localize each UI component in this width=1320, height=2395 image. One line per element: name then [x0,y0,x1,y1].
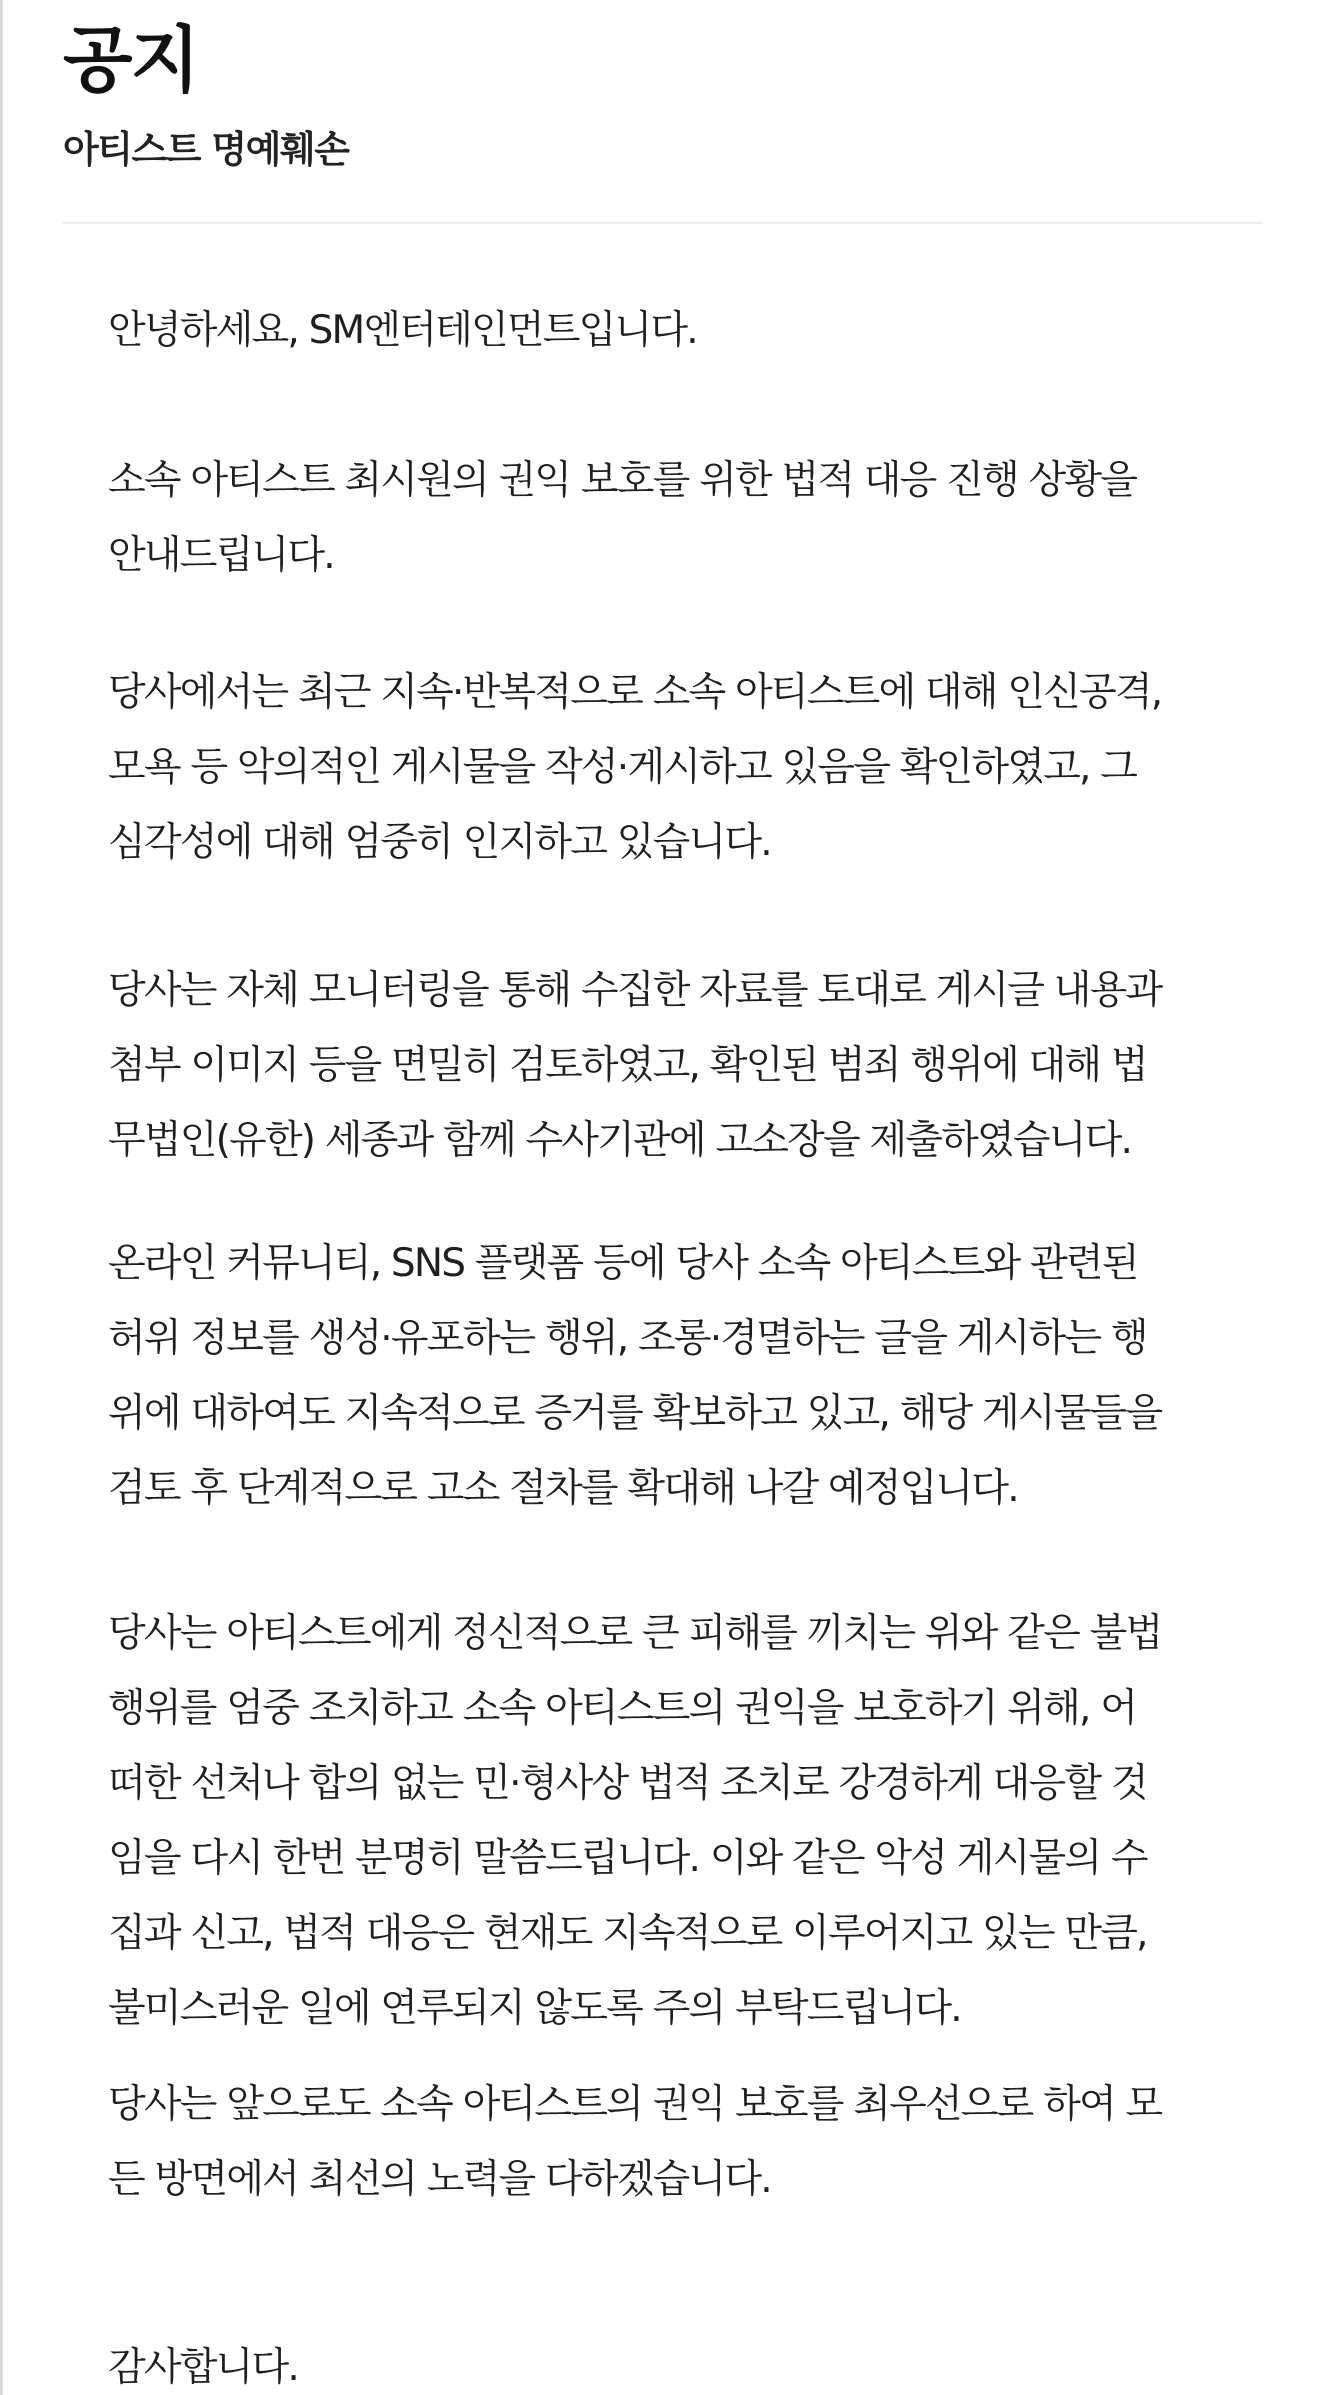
paragraph-commitment: 당사는 앞으로도 소속 아티스트의 권익 보호를 최우선으로 하여 모 든 방면에서 최선의 노력을 다하겠습니다. [108,2082,1162,2202]
left-border-line [0,0,3,2395]
notice-subtitle: 아티스트 명예훼손 [63,128,349,171]
paragraph-intro: 소속 아티스트 최시원의 권익 보호를 위한 법적 대응 진행 상황을 안내드립니다. [108,458,1137,578]
header-divider [63,222,1263,224]
paragraph-thanks: 감사합니다. [108,2345,298,2390]
paragraph-evidence: 온라인 커뮤니티, SNS 플랫폼 등에 당사 소속 아티스트와 관련된 허위 정보를 생성·유포하는 행위, 조롱·경멸하는 글을 게시하는 행 위에 대하여도 지속적으로 증거를 확보하고 있고, 해당 게시물들을 검토 후 단계적으로 고소 절차를 확대해 나갈 예정입니다. [108,1241,1162,1511]
paragraph-greeting: 안녕하세요, SM엔터테인먼트입니다. [108,308,697,353]
page-title: 공지 [63,18,199,102]
notice-page [63,0,1263,2390]
paragraph-legal-action: 당사는 아티스트에게 정신적으로 큰 피해를 끼치는 위와 같은 불법 행위를 엄중 조치하고 소속 아티스트의 권익을 보호하기 위해, 어 떠한 선처나 합의 없는 민·형사상 법적 조치로 강경하게 대응할 것 임을 다시 한번 분명히 말씀드립니다. 이와 같은 악성 게시물의 수 집과 신고, 법적 대응은 현재도 지속적으로 이루어지고 있는 만큼, 불미스러운 일에 연루되지 않도록 주의 부탁드립니다. [108,1611,1162,2031]
paragraph-situation: 당사에서는 최근 지속·반복적으로 소속 아티스트에 대해 인신공격, 모욕 등 악의적인 게시물을 작성·게시하고 있음을 확인하였고, 그 심각성에 대해 엄중히 인지하고 있습니다. [108,670,1162,865]
paragraph-complaint: 당사는 자체 모니터링을 통해 수집한 자료를 토대로 게시글 내용과 첨부 이미지 등을 면밀히 검토하였고, 확인된 범죄 행위에 대해 법 무법인(유한) 세종과 함께 수사기관에 고소장을 제출하였습니다. [108,968,1162,1163]
